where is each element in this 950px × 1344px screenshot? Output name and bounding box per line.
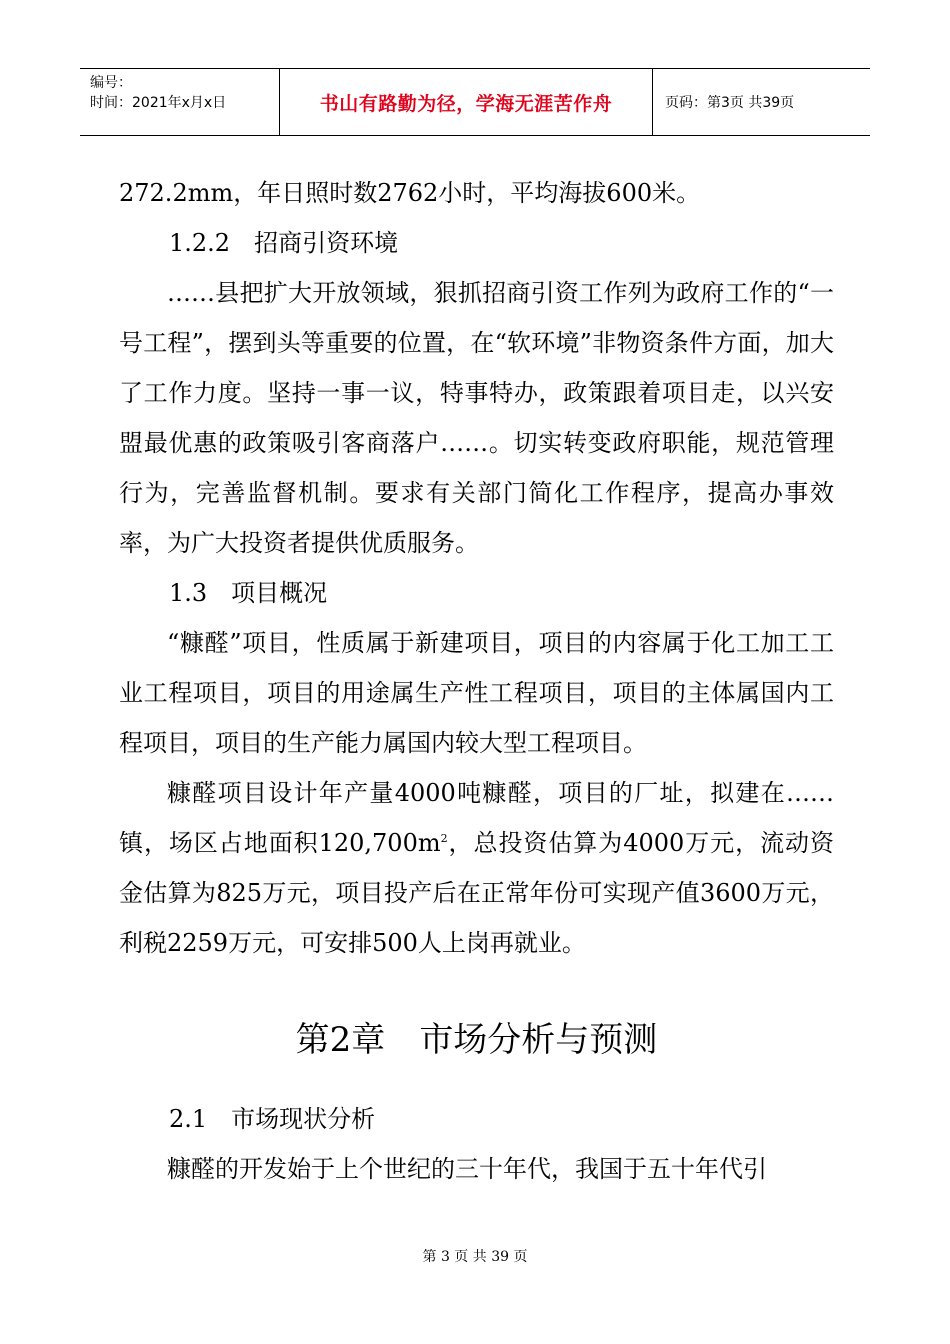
header-motto: 书山有路勤为径，学海无涯苦作舟 — [280, 69, 653, 135]
section-number: 1.3 — [169, 579, 208, 607]
chapter-title: 市场分析与预测 — [419, 1020, 658, 1060]
paragraph-project-overview: “糠醛”项目，性质属于新建项目，项目的内容属于化工加工工业工程项目，项目的用途属生产性工程项目，项目的主体属国内工程项目，项目的生产能力属国内较大型工程项目。 — [119, 629, 834, 757]
section-number: 1.2.2 — [169, 229, 231, 257]
header-page-info: 页码：第3页 共39页 — [665, 95, 795, 111]
section-number: 2.1 — [169, 1105, 208, 1133]
section-title: 市场现状分析 — [231, 1105, 376, 1133]
document-body — [119, 168, 834, 1194]
page-header — [80, 68, 870, 136]
section-heading-1-3 — [119, 568, 834, 618]
paragraph-project-capacity — [119, 768, 834, 968]
header-number-label: 编号： — [90, 75, 132, 91]
paragraph-investment: ……县把扩大开放领域，狠抓招商引资工作列为政府工作的“一号工程”，摆到头等重要的位置，在“软环境”非物资条件方面，加大了工作力度。坚持一事一议，特事特办，政策跟着项目走，以兴安盟最优惠的政策吸引客商落户……。切实转变政府职能，规范管理行为，完善监督机制。要求有关部门简化工作程序，提高办事效率，为广大投资者提供优质服务。 — [119, 279, 834, 557]
section-heading-1-2-2 — [119, 218, 834, 268]
capacity-text-a: 糠醛项目设计年产量4000吨糠醛，项目的厂址，拟建在……镇，场区占地面积120,700m — [119, 779, 834, 857]
area-unit-superscript: 2 — [440, 832, 448, 845]
chapter-number: 第2章 — [295, 1020, 386, 1060]
capacity-text-b: ，总投资估算为4000万元，流动资金估算为825万元，项目投产后在正常年份可实现产值3600万元，利税2259万元，可安排500人上岗再就业。 — [119, 829, 834, 957]
chapter-heading — [119, 1010, 834, 1070]
section-title: 招商引资环境 — [254, 229, 399, 257]
header-meta — [80, 69, 280, 135]
paragraph-climate-tail: 272.2mm，年日照时数2762小时，平均海拔600米。 — [119, 179, 701, 207]
section-heading-2-1 — [119, 1094, 834, 1144]
header-time-label: 时间：2021年x月x日 — [90, 95, 227, 111]
paragraph-market-status: 糠醛的开发始于上个世纪的三十年代，我国于五十年代引 — [167, 1155, 767, 1183]
section-title: 项目概况 — [231, 579, 328, 607]
page-footer: 第 3 页 共 39 页 — [422, 1249, 528, 1265]
